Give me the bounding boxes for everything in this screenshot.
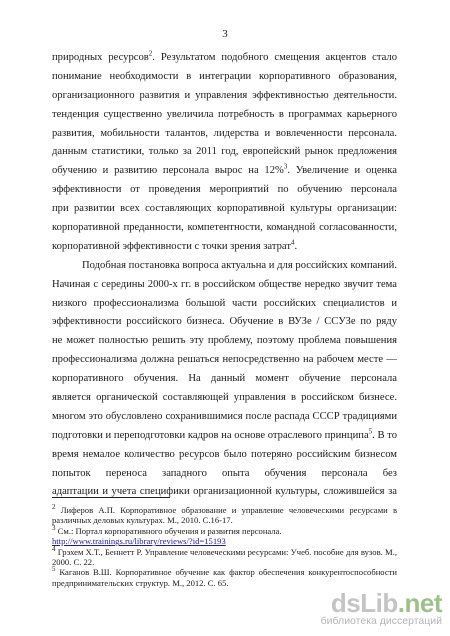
text-line: многом это обусловлено сохранившимися после распада СССР традициями — [52, 410, 397, 422]
text-line: корпоративной преданности, компетентности, командной согласованности, — [52, 222, 397, 234]
text-line: обучению и развитию персонала вырос на 12%$^3$. Увеличение и оценка — [52, 162, 397, 177]
watermark-subtitle: библиотека диссертаций — [320, 615, 442, 627]
text-line: тенденция существенно увеличила потребность в программах карьерного — [52, 108, 397, 120]
text-line: данным статистики, только за 2011 год, европейский рынок предложения — [52, 146, 397, 158]
text-line: является органической составляющей управления в российском бизнесе. — [52, 392, 397, 404]
footnote-ref: 2 — [148, 49, 153, 58]
watermark — [282, 590, 442, 630]
text-line: низкого профессионализма большой части российских специалистов и — [52, 297, 397, 309]
text-line: попыток переноса западного опыта обучения персонала без — [52, 467, 397, 479]
text-line: корпоративного обучения. На данный момент обучение персонала — [52, 373, 397, 385]
footnote-4: $^4$ Грэхем Х.Т., Беннетт Р. Управление человеческими ресурсами: Учеб. пособие для вузов. М., 2000. С. 22. — [52, 544, 397, 568]
page-number: 3 — [222, 28, 228, 40]
watermark-logo: dsLib.net — [330, 588, 442, 618]
footnote-2: $^2$ Лиферов А.П. Корпоративное образование и управление человеческими ресурсами в различных деловых культурах. М., 2010. С.16-17. — [52, 503, 397, 526]
paragraph-2 — [52, 257, 397, 503]
text-line: эффективности российского бизнеса. Обучение в ВУЗе / ССУЗе по ряду — [52, 316, 397, 328]
footnote-5: $^5$ Каганов В.Ш. Корпоративное обучение как фактор обеспечения конкурентоспособности предпринимательских структур. М., 2012. С. 65. — [52, 565, 397, 588]
text-line: развития, мобильности талантов, лидерства и вовлеченности персонала. — [52, 127, 397, 139]
paragraph-1 — [52, 49, 397, 257]
footnote-separator — [52, 497, 170, 498]
text-line: корпоративной эффективности с точки зрения затрат$^4$. — [52, 238, 298, 252]
footnote-ref: 5 — [368, 427, 373, 436]
footnote-ref: 3 — [283, 162, 288, 171]
text-line: время немалое количество ресурсов было потеряно российским бизнесом — [52, 448, 397, 460]
text-line: организационного развития и управления эффективностью деятельности. — [52, 89, 397, 101]
footnotes — [52, 505, 397, 588]
text-line: подготовки и переподготовки кадров на основе отраслевого принципа$^5$. В то — [52, 427, 397, 441]
text-line: адаптации и учета специфики организационной культуры, сложившейся за — [52, 486, 397, 498]
text-line: не может полностью решить эту проблему, поэтому проблема повышения — [52, 335, 397, 347]
text-line: природных ресурсов$^2$. Результатом подобного смещения акцентов стало — [52, 49, 397, 63]
body-text — [52, 49, 397, 502]
text-line: эффективности от проведения мероприятий по обучению персонала — [52, 184, 397, 196]
text-line: профессионализма должна решаться непосредственно на рабочем месте — — [52, 354, 397, 366]
footnote-link[interactable]: http://www.trainings.ru/library/reviews/?id=15193 — [52, 536, 226, 547]
footnote-3: $^3$ См.: Портал корпоративного обучения и развития персонала. http://www.trainings.ru/library/reviews/?id=15193 — [52, 526, 397, 547]
text-line: понимание необходимости в интеграции корпоративного образования, — [52, 70, 397, 82]
text-line: при развитии всех составляющих корпоративной культуры организации: — [52, 203, 397, 215]
footnote-ref: 4 — [290, 238, 295, 247]
text-line: Начиная с середины 2000-х гг. в российском обществе нередко звучит тема — [52, 278, 397, 290]
text-line: Подобная постановка вопроса актуальна и для российских компаний. — [82, 259, 397, 271]
